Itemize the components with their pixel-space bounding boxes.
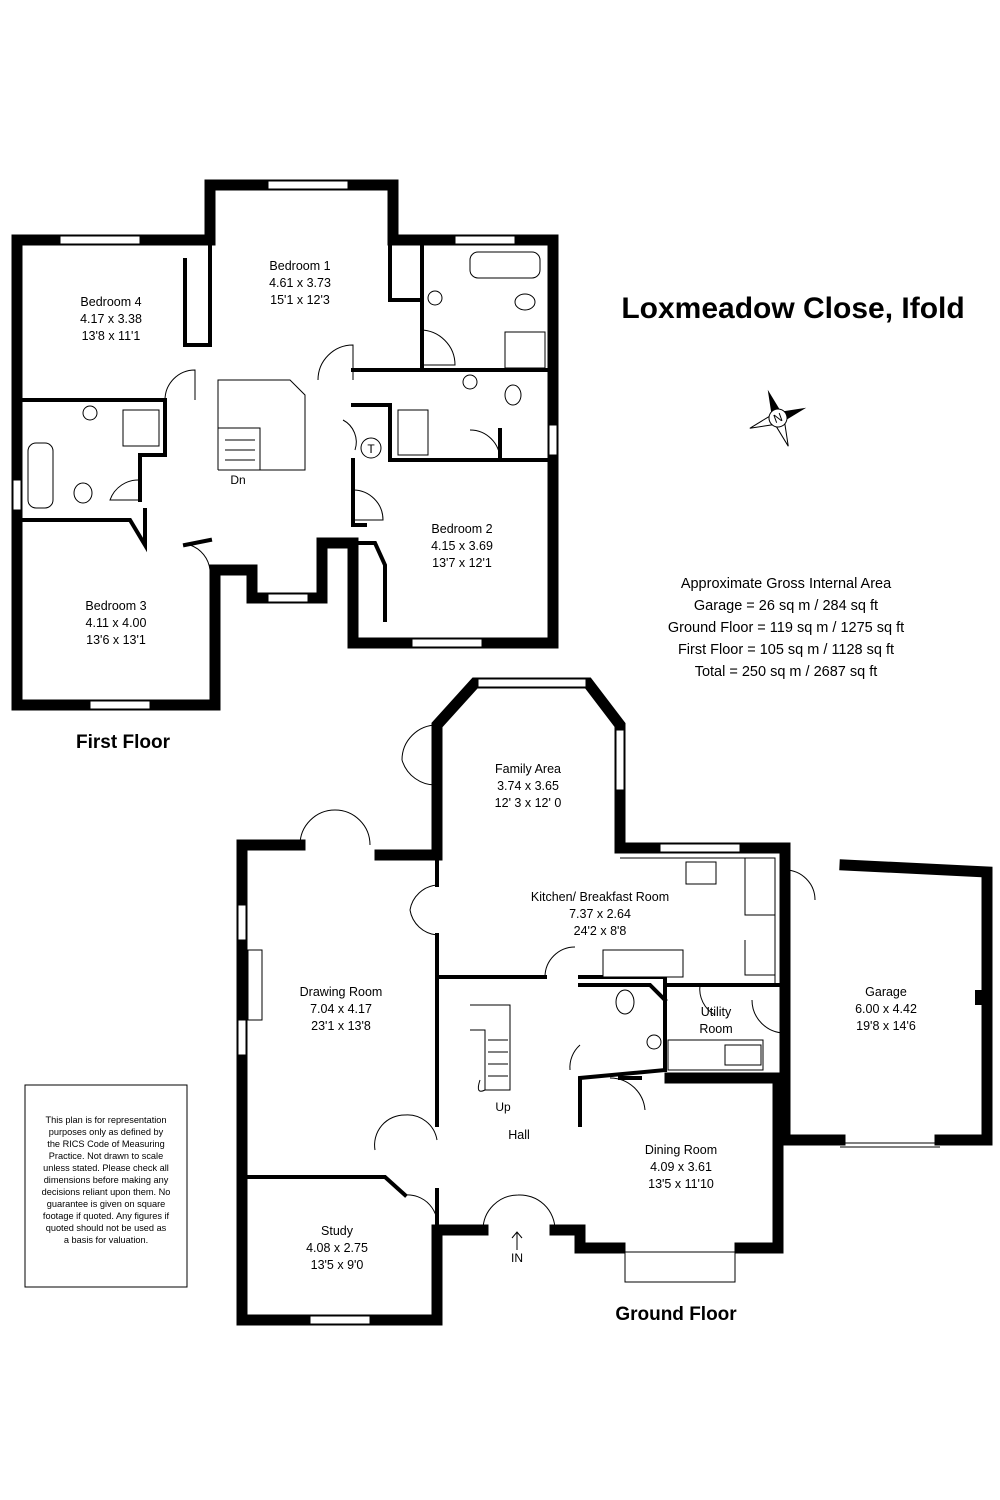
- room-metric: 4.09 x 3.61: [650, 1160, 712, 1174]
- french-doors: [410, 885, 437, 935]
- tank-label: T: [367, 442, 375, 456]
- disclaimer-line: decisions reliant upon them. No: [41, 1187, 171, 1197]
- room-imperial: 23'1 x 13'8: [311, 1019, 371, 1033]
- shower-fixture: [123, 410, 159, 446]
- disclaimer-line: unless stated. Please check all: [43, 1163, 169, 1173]
- window: [268, 181, 348, 189]
- page-title: Loxmeadow Close, Ifold: [621, 292, 965, 325]
- window: [310, 1316, 370, 1324]
- room-metric: 4.17 x 3.38: [80, 312, 142, 326]
- kitchen-unit: [603, 950, 683, 977]
- room-name: Bedroom 4: [80, 295, 142, 309]
- double-door: [375, 1115, 437, 1150]
- bath-fixture: [470, 252, 540, 278]
- room-name: Bedroom 1: [269, 259, 331, 273]
- first-floor-plan: [13, 181, 557, 753]
- door: [470, 430, 500, 460]
- window: [13, 480, 21, 510]
- ground-floor-label: Ground Floor: [615, 1304, 737, 1325]
- area-first: First Floor = 105 sq m / 1128 sq ft: [677, 642, 895, 658]
- room-name: Bedroom 2: [431, 522, 493, 536]
- bay-window: [625, 1252, 735, 1282]
- window: [412, 639, 482, 647]
- area-summary: [668, 576, 904, 680]
- disclaimer-line: quoted should not be used as: [45, 1223, 167, 1233]
- garage-post: [975, 990, 985, 1005]
- toilet-fixture: [515, 294, 535, 310]
- disclaimer-box: [25, 1085, 187, 1287]
- room-metric: 3.74 x 3.65: [497, 779, 559, 793]
- room-name: Dining Room: [644, 1143, 718, 1157]
- entrance-doors: [483, 1195, 555, 1230]
- door: [110, 480, 140, 500]
- room-imperial: 13'6 x 13'1: [86, 633, 146, 647]
- ground-floor-plan: [238, 679, 987, 1325]
- window: [478, 679, 586, 687]
- room-imperial: 13'5 x 9'0: [310, 1258, 364, 1272]
- disclaimer-line: guarantee is given on square: [46, 1199, 166, 1209]
- window: [60, 236, 140, 244]
- disclaimer-line: Practice. Not drawn to scale: [48, 1151, 164, 1161]
- area-ground: Ground Floor = 119 sq m / 1275 sq ft: [667, 620, 905, 636]
- area-total: Total = 250 sq m / 2687 sq ft: [694, 664, 878, 680]
- disclaimer-line: purposes only as defined by: [48, 1127, 164, 1137]
- room-name: Drawing Room: [299, 985, 383, 999]
- french-doors: [300, 810, 370, 845]
- first-floor-label: First Floor: [76, 732, 170, 753]
- stairs-up-label: Up: [495, 1100, 511, 1114]
- basin-fixture: [463, 375, 477, 389]
- basin-fixture: [647, 1035, 661, 1049]
- shower-fixture: [398, 410, 428, 455]
- basin-fixture: [83, 406, 97, 420]
- fireplace: [248, 950, 262, 1020]
- window: [455, 236, 515, 244]
- room-imperial: 13'7 x 12'1: [432, 556, 492, 570]
- room-metric: 7.04 x 4.17: [310, 1002, 372, 1016]
- sink-fixture: [686, 862, 716, 884]
- room-name: Study: [321, 1224, 353, 1238]
- room-name: Garage: [865, 985, 907, 999]
- window: [616, 730, 624, 790]
- compass-letter: N: [771, 409, 785, 427]
- window: [549, 425, 557, 455]
- disclaimer-line: footage if quoted. Any figures if: [42, 1211, 170, 1221]
- door: [343, 420, 356, 450]
- room-name: Utility: [700, 1005, 732, 1019]
- area-heading: Approximate Gross Internal Area: [680, 576, 892, 592]
- room-name: Bedroom 3: [85, 599, 147, 613]
- window: [660, 844, 740, 852]
- window: [268, 594, 308, 602]
- room-imperial: 13'8 x 11'1: [81, 329, 141, 343]
- door: [545, 947, 575, 977]
- sink-fixture: [725, 1045, 761, 1065]
- room-name: Hall: [508, 1128, 530, 1142]
- room-metric: 4.15 x 3.69: [431, 539, 493, 553]
- toilet-fixture: [74, 483, 92, 503]
- room-name: Family Area: [495, 762, 561, 776]
- disclaimer-line: dimensions before making any: [43, 1175, 169, 1185]
- bath-fixture: [28, 443, 53, 508]
- entrance-label: IN: [511, 1251, 523, 1265]
- disclaimer-line: the RICS Code of Measuring: [47, 1139, 165, 1149]
- room-metric: 4.11 x 4.00: [85, 616, 147, 630]
- door: [353, 490, 383, 520]
- room-name: Kitchen/ Breakfast Room: [530, 890, 670, 904]
- room-imperial: 24'2 x 8'8: [573, 924, 627, 938]
- room-imperial: 15'1 x 12'3: [270, 293, 330, 307]
- compass-icon: [740, 380, 817, 457]
- room-imperial: 19'8 x 14'6: [856, 1019, 916, 1033]
- room-name: Room: [699, 1022, 733, 1036]
- room-imperial: 12' 3 x 12' 0: [494, 796, 562, 810]
- door: [165, 370, 195, 400]
- room-imperial: 13'5 x 11'10: [648, 1177, 714, 1191]
- disclaimer-line: a basis for valuation.: [63, 1235, 149, 1245]
- room-metric: 7.37 x 2.64: [569, 907, 631, 921]
- toilet-fixture: [616, 990, 634, 1014]
- disclaimer-line: This plan is for representation: [45, 1115, 167, 1125]
- window: [90, 701, 150, 709]
- room-metric: 4.61 x 3.73: [269, 276, 331, 290]
- window: [238, 905, 246, 940]
- area-garage: Garage = 26 sq m / 284 sq ft: [693, 598, 879, 614]
- toilet-fixture: [505, 385, 521, 405]
- door: [420, 330, 455, 365]
- door: [190, 545, 210, 570]
- shower-fixture: [505, 332, 545, 368]
- window: [238, 1020, 246, 1055]
- door: [570, 1045, 580, 1070]
- room-metric: 6.00 x 4.42: [855, 1002, 917, 1016]
- stairs-down-label: Dn: [230, 473, 246, 487]
- basin-fixture: [428, 291, 442, 305]
- door: [318, 345, 353, 380]
- door: [610, 1078, 645, 1110]
- room-metric: 4.08 x 2.75: [306, 1241, 368, 1255]
